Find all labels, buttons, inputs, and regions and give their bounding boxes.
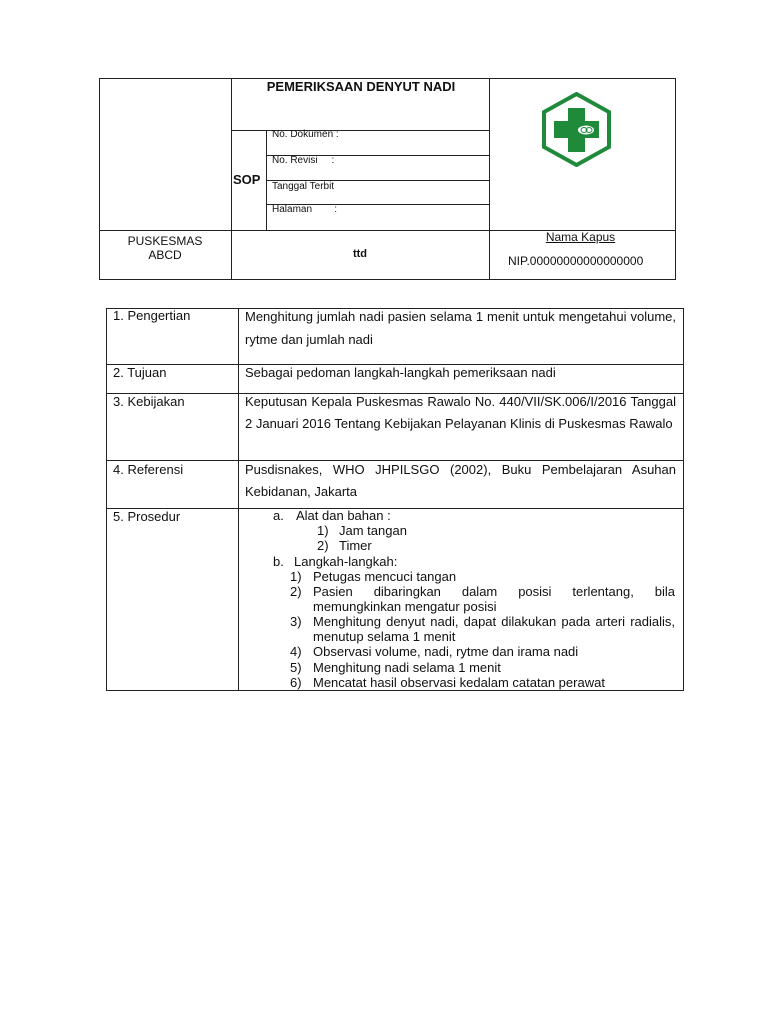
- section-label: 2. Tujuan: [113, 365, 167, 380]
- procedure-a-marker: a.: [273, 508, 284, 523]
- section-text: Menghitung jumlah nadi pasien selama 1 menit untuk mengetahui volume, rytme dan jumlah nadi: [245, 309, 676, 347]
- procedure-item: Timer: [339, 538, 372, 553]
- header-divider: [489, 78, 490, 280]
- procedure-item: Jam tangan: [339, 523, 407, 538]
- section-label: 3. Kebijakan: [113, 394, 185, 409]
- nip-number: NIP.00000000000000000: [508, 254, 644, 268]
- procedure-step: Petugas mencuci tangan: [313, 569, 457, 584]
- procedure-b-title: Langkah-langkah:: [294, 554, 398, 569]
- puskesmas-logo-icon: [539, 92, 614, 167]
- procedure-step: Observasi volume, nadi, rytme dan irama nadi: [313, 644, 579, 659]
- procedure-step: Pasien dibaringkan dalam posisi terlentang, bila memungkinkan mengatur posisi: [313, 584, 675, 614]
- procedure-item-number: 3): [290, 614, 302, 629]
- procedure-b-marker: b.: [273, 554, 284, 569]
- table-divider: [106, 508, 684, 509]
- page-label: Halaman :: [272, 204, 338, 215]
- doc-number-label: No. Dokumen :: [272, 129, 339, 140]
- procedure-item-number: 1): [317, 523, 329, 538]
- organization-line: PUSKESMAS: [127, 234, 203, 248]
- organization-name: [99, 234, 231, 262]
- table-divider: [238, 308, 239, 691]
- procedure-a-title: Alat dan bahan :: [296, 508, 391, 523]
- procedure-step: Menghitung nadi selama 1 menit: [313, 660, 501, 675]
- procedure-item-number: 5): [290, 660, 302, 675]
- head-name: Nama Kapus: [545, 230, 616, 244]
- procedure-item-number: 4): [290, 644, 302, 659]
- section-label: 5. Prosedur: [113, 509, 181, 524]
- procedure-step: Menghitung denyut nadi, dapat dilakukan pada arteri radialis, menutup selama 1 menit: [313, 614, 675, 644]
- procedure-item-number: 6): [290, 675, 302, 690]
- revision-label: No. Revisi :: [272, 155, 335, 166]
- sop-label: SOP: [233, 172, 261, 187]
- signature-text: ttd: [352, 248, 368, 260]
- section-text: Pusdisnakes, WHO JHPILSGO (2002), Buku Pembelajaran Asuhan Kebidanan, Jakarta: [245, 462, 676, 499]
- section-text: Keputusan Kepala Puskesmas Rawalo No. 440/VII/SK.006/I/2016 Tanggal 2 Januari 2016 Tentang Kebijakan Pelayanan Klinis di Puskesmas Rawalo: [245, 394, 676, 431]
- procedure-item-number: 1): [290, 569, 302, 584]
- procedure-item-number: 2): [317, 538, 329, 553]
- document-title: PEMERIKSAAN DENYUT NADI: [266, 79, 456, 94]
- procedure-step: Mencatat hasil observasi kedalam catatan perawat: [313, 675, 605, 690]
- section-text: Sebagai pedoman langkah-langkah pemeriksaan nadi: [245, 365, 556, 380]
- issue-date-label: Tanggal Terbit: [272, 181, 335, 192]
- section-label: 1. Pengertian: [113, 308, 191, 323]
- header-divider: [231, 130, 489, 131]
- procedure-item-number: 2): [290, 584, 302, 599]
- section-label: 4. Referensi: [113, 462, 184, 477]
- organization-line: ABCD: [148, 248, 182, 262]
